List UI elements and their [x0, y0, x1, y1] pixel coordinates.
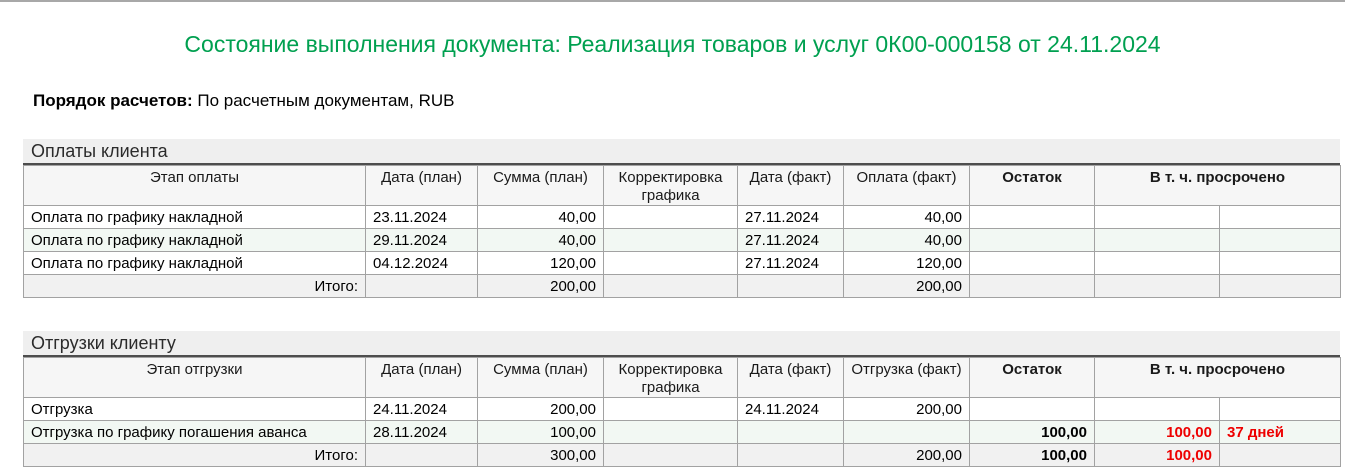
table-row	[24, 398, 1341, 421]
table-cell	[1220, 275, 1341, 298]
header-row	[24, 358, 1341, 398]
total-row	[24, 275, 1341, 298]
table-cell	[1095, 398, 1220, 421]
shipments-section	[23, 331, 1340, 467]
column-header: Этап отгрузки	[24, 358, 366, 398]
table-cell: 100,00	[970, 444, 1095, 467]
table-cell	[366, 444, 478, 467]
shipments-section-title: Отгрузки клиенту	[23, 331, 1340, 357]
table-cell: Оплата по графику накладной	[24, 206, 366, 229]
table-cell: Отгрузка	[24, 398, 366, 421]
table-cell: 100,00	[1095, 421, 1220, 444]
table-cell	[604, 252, 738, 275]
table-cell: 300,00	[478, 444, 604, 467]
column-header: Остаток	[970, 358, 1095, 398]
table-cell	[366, 275, 478, 298]
table-cell: 100,00	[970, 421, 1095, 444]
table-cell	[1220, 252, 1341, 275]
table-cell	[1220, 229, 1341, 252]
table-cell	[604, 229, 738, 252]
table-cell: 100,00	[478, 421, 604, 444]
table-cell: 100,00	[1095, 444, 1220, 467]
table-cell	[604, 275, 738, 298]
report-title: Состояние выполнения документа: Реализация товаров и услуг 0К00-000158 от 24.11.2024	[184, 31, 1161, 57]
column-header: Дата (план)	[366, 358, 478, 398]
table-cell: Отгрузка по графику погашения аванса	[24, 421, 366, 444]
table-cell	[844, 421, 970, 444]
table-cell: 27.11.2024	[738, 229, 844, 252]
column-header: Сумма (план)	[478, 358, 604, 398]
table-row	[24, 206, 1341, 229]
table-cell	[604, 444, 738, 467]
table-cell	[1220, 444, 1341, 467]
table-cell	[604, 206, 738, 229]
table-cell: 23.11.2024	[366, 206, 478, 229]
table-row	[24, 229, 1341, 252]
payments-section	[23, 139, 1340, 298]
settlement-order-label: Порядок расчетов:	[33, 91, 193, 110]
column-header: Отгрузка (факт)	[844, 358, 970, 398]
table-cell	[970, 275, 1095, 298]
column-header: Сумма (план)	[478, 166, 604, 206]
column-header: Корректировка графика	[604, 358, 738, 398]
table-cell: 200,00	[844, 275, 970, 298]
column-header: Остаток	[970, 166, 1095, 206]
settlement-order-value: По расчетным документам, RUB	[197, 91, 455, 110]
table-cell: 27.11.2024	[738, 252, 844, 275]
table-cell: 200,00	[844, 444, 970, 467]
table-cell	[738, 275, 844, 298]
table-cell: 40,00	[844, 206, 970, 229]
total-row	[24, 444, 1341, 467]
table-cell	[1220, 206, 1341, 229]
table-cell: 120,00	[478, 252, 604, 275]
table-cell: 200,00	[844, 398, 970, 421]
table-cell: Итого:	[24, 444, 366, 467]
table-cell	[970, 252, 1095, 275]
table-cell: 40,00	[478, 229, 604, 252]
column-header: В т. ч. просрочено	[1095, 166, 1341, 206]
column-header: Дата (факт)	[738, 358, 844, 398]
table-cell: 04.12.2024	[366, 252, 478, 275]
column-header: Этап оплаты	[24, 166, 366, 206]
table-cell	[738, 444, 844, 467]
table-cell	[970, 398, 1095, 421]
table-row	[24, 421, 1341, 444]
table-cell	[1095, 206, 1220, 229]
table-cell: 40,00	[478, 206, 604, 229]
header-row	[24, 166, 1341, 206]
column-header: В т. ч. просрочено	[1095, 358, 1341, 398]
table-cell: 24.11.2024	[738, 398, 844, 421]
column-header: Корректировка графика	[604, 166, 738, 206]
shipments-table	[23, 357, 1341, 467]
table-cell: 37 дней	[1220, 421, 1341, 444]
table-cell: 200,00	[478, 398, 604, 421]
table-cell: 24.11.2024	[366, 398, 478, 421]
table-cell	[604, 398, 738, 421]
table-cell	[738, 421, 844, 444]
table-cell: 200,00	[478, 275, 604, 298]
table-row	[24, 252, 1341, 275]
column-header: Дата (факт)	[738, 166, 844, 206]
table-cell	[1095, 275, 1220, 298]
table-cell: 40,00	[844, 229, 970, 252]
table-cell: Оплата по графику накладной	[24, 229, 366, 252]
payments-section-title: Оплаты клиента	[23, 139, 1340, 165]
settlement-order-line	[33, 91, 1345, 111]
table-cell: 29.11.2024	[366, 229, 478, 252]
table-cell: 120,00	[844, 252, 970, 275]
table-cell	[1220, 398, 1341, 421]
table-cell: Итого:	[24, 275, 366, 298]
table-cell: 27.11.2024	[738, 206, 844, 229]
table-cell: 28.11.2024	[366, 421, 478, 444]
table-cell	[604, 421, 738, 444]
table-cell	[1095, 252, 1220, 275]
column-header: Дата (план)	[366, 166, 478, 206]
table-cell: Оплата по графику накладной	[24, 252, 366, 275]
window-top-border	[0, 0, 1345, 2]
table-cell	[1095, 229, 1220, 252]
payments-table	[23, 165, 1341, 298]
column-header: Оплата (факт)	[844, 166, 970, 206]
table-cell	[970, 206, 1095, 229]
table-cell	[970, 229, 1095, 252]
